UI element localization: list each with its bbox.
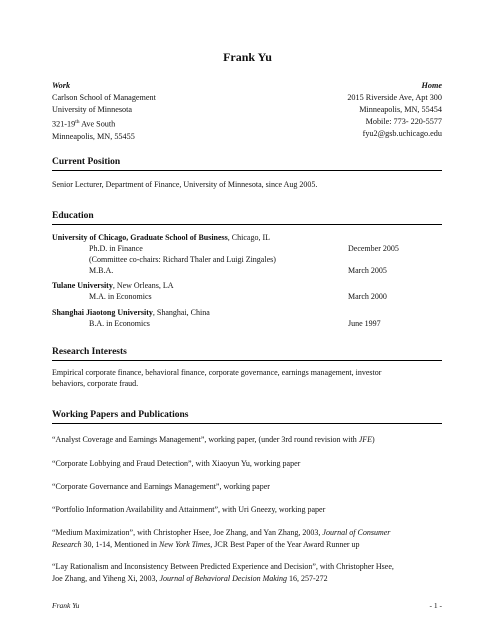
- page-number: - 1 -: [429, 601, 442, 610]
- publication-item: “Portfolio Information Availability and Attainment”, with Uri Gneezy, working paper: [52, 505, 326, 514]
- section-title-education: Education: [52, 211, 94, 221]
- publication-item: “Analyst Coverage and Earnings Management”, working paper, (under 3rd round revision with JFE): [52, 435, 375, 444]
- degree-date: June 1997: [348, 319, 381, 328]
- work-line: University of Minnesota: [52, 105, 133, 114]
- work-line: Carlson School of Management: [52, 93, 156, 102]
- degree-label: (Committee co-chairs: Richard Thaler and Luigi Zingales): [89, 255, 276, 264]
- degree-date: March 2000: [348, 292, 387, 301]
- home-line: Minneapolis, MN, 55454: [359, 105, 442, 114]
- education-institution: Tulane University, New Orleans, LA: [52, 281, 174, 290]
- degree-date: March 2005: [348, 266, 387, 275]
- section-title-research-interests: Research Interests: [52, 347, 127, 357]
- work-line: Minneapolis, MN, 55455: [52, 131, 135, 141]
- section-divider: [52, 224, 442, 225]
- section-divider: [52, 423, 442, 424]
- degree-label: M.A. in Economics: [89, 292, 152, 301]
- research-text: behaviors, corporate fraud.: [52, 379, 139, 388]
- section-title-working-papers: Working Papers and Publications: [52, 410, 189, 420]
- publication-item: “Corporate Lobbying and Fraud Detection”, with Xiaoyun Yu, working paper: [52, 459, 301, 468]
- degree-date: December 2005: [348, 244, 399, 253]
- publication-item: “Corporate Governance and Earnings Management”, working paper: [52, 482, 270, 491]
- contact-block: [52, 80, 442, 143]
- section-divider: [52, 360, 442, 361]
- home-line: Mobile: 773- 220-5577: [365, 117, 442, 126]
- degree-label: M.B.A.: [89, 266, 114, 275]
- page-title: Frank Yu: [223, 50, 272, 64]
- page-footer: [52, 601, 442, 610]
- home-line: 2015 Riverside Ave, Apt 300: [347, 93, 442, 102]
- footer-name: Frank Yu: [52, 601, 80, 610]
- work-address: [52, 80, 156, 143]
- work-heading: Work: [52, 81, 71, 90]
- education-institution: Shanghai Jiaotong University, Shanghai, China: [52, 308, 210, 317]
- section-divider: [52, 170, 442, 171]
- education-institution: University of Chicago, Graduate School of Business, Chicago, IL: [52, 233, 271, 242]
- work-line: 321-19th Ave South: [52, 119, 116, 129]
- publication-item: “Lay Rationalism and Inconsistency Between Predicted Experience and Decision”, with Christopher Hsee, Joe Zhang, and Yiheng Xi, 2003, Journal of Behavioral Decision Making 16, 257-272: [52, 562, 394, 583]
- home-address: [347, 80, 442, 143]
- home-heading: Home: [421, 81, 442, 90]
- email-link[interactable]: fyu2@gsb.uchicago.edu: [362, 129, 442, 138]
- publication-item: “Medium Maximization”, with Christopher Hsee, Joe Zhang, and Yan Zhang, 2003, Journal of Consumer Research 30, 1-14, Mentioned in New York Times, JCR Best Paper of the Year Award Runner up: [52, 528, 391, 549]
- research-text: Empirical corporate finance, behavioral finance, corporate governance, earnings management, investor: [52, 368, 382, 377]
- degree-label: B.A. in Economics: [89, 319, 150, 328]
- section-title-current-position: Current Position: [52, 157, 121, 167]
- current-position-text: Senior Lecturer, Department of Finance, University of Minnesota, since Aug 2005.: [52, 180, 318, 189]
- degree-label: Ph.D. in Finance: [89, 244, 143, 253]
